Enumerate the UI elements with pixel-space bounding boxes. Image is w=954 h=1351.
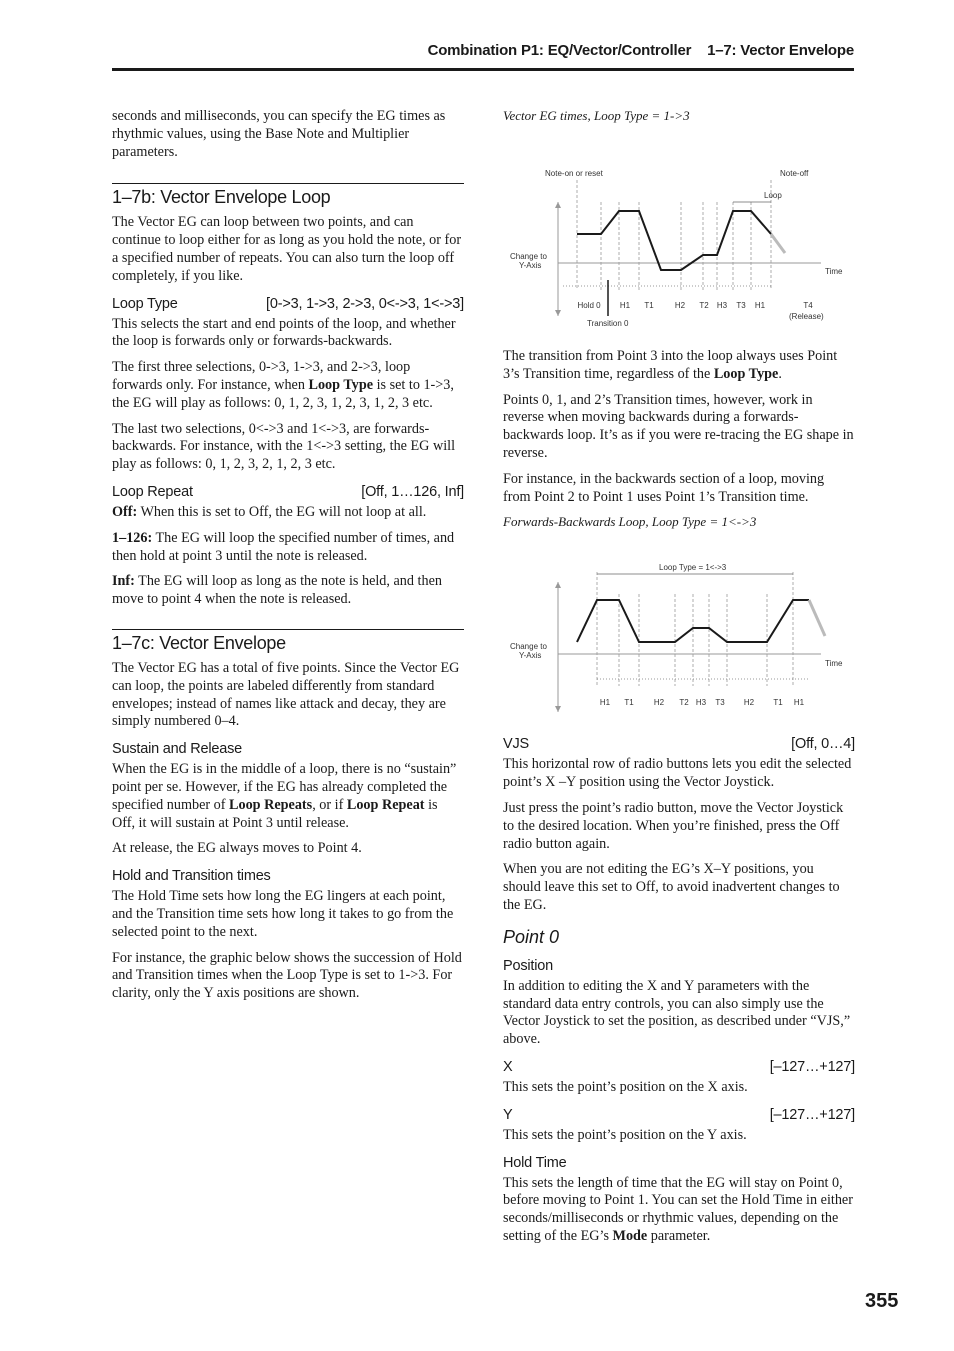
label-note-on: Note-on or reset [545,169,603,178]
time-label: Hold 0 [577,301,601,310]
label-change-to: Change to [510,642,547,652]
transition-p: The transition from Point 3 into the loop always uses Point 3’s Transition time, regardless of the Loop Type. [503,348,838,382]
param-range: [Off, 0…4] [791,736,855,753]
loop-intro: The Vector EG can loop between two points, and can continue to loop either for as long as you hold the note, or for a specified number of repeats. You can also turn the loop off completely, if you like. [112,214,462,284]
param-x [503,1059,855,1075]
figure-loop-fwd-bwd [503,536,855,722]
label-y-axis: Y-Axis [519,261,542,270]
time-label: H1 [793,698,805,708]
position-title: Position [503,957,553,974]
hold-transition-p1: The Hold Time sets how long the EG lingers at each point, and the Transition time sets how long it takes to go from the selected point to the next. [112,888,454,940]
release-fade [809,600,825,636]
envelope-line [577,211,771,270]
y-desc: This sets the point’s position on the Y axis. [503,1126,747,1143]
label-release: (Release) [789,312,824,321]
label-loop-type: Loop Type = 1<->3 [659,563,727,573]
param-loop-repeat [112,484,464,500]
param-range: [Off, 1…126, Inf] [361,483,464,500]
time-label: H1 [754,301,766,310]
hold-transition-title: Hold and Transition times [112,868,271,885]
eg-diagram-2 [503,536,855,722]
param-range: [–127…+127] [769,1106,855,1123]
time-label: T3 [736,301,746,310]
section-title-7b: 1–7b: Vector Envelope Loop [112,183,464,208]
param-name: Loop Type [112,295,178,312]
section-title-7c: 1–7c: Vector Envelope [112,629,464,654]
param-name: VJS [503,736,529,753]
reverse-p: Points 0, 1, and 2’s Transition times, however, work in reverse when moving backwards during a forwards-backwards loop. It’s as if you were re-tracing the EG shape in reverse. [503,391,854,461]
time-label: T3 [715,698,725,708]
param-y [503,1107,855,1123]
time-label: H2 [743,698,755,708]
header-title: Combination P1: EQ/Vector/Controller 1–7: Vector Envelope [427,42,854,59]
hold-time-title: Hold Time [503,1154,567,1171]
time-label: H3 [695,698,707,708]
time-label: T1 [624,698,634,708]
loop-repeat-126: 1–126: The EG will loop the specified number of times, and then hold at point 3 until the note is released. [112,529,455,564]
sustain-release-title: Sustain and Release [112,741,243,758]
param-vjs [503,736,855,752]
param-name: Y [503,1106,513,1123]
param-loop-type [112,296,464,312]
backwards-p: For instance, in the backwards section of a loop, moving from Point 2 to Point 1 uses Point 1’s Transition time. [503,470,825,505]
param-range: [0->3, 1->3, 2->3, 0<->3, 1<->3] [266,295,464,312]
left-column [112,108,464,1011]
sustain-release-p1: When the EG is in the middle of a loop, there is no “sustain” point per se. However, if the EG has already completed the specified number of Loop Repeats, or if Loop Repeat is Off, it will sustain at Point 3 until release. [112,761,457,831]
time-label: T1 [644,301,654,310]
label-time: Time [825,659,843,669]
vjs-p1: This horizontal row of radio buttons lets you edit the selected point’s X –Y position using the Vector Joystick. [503,756,852,791]
param-name: Loop Repeat [112,483,193,500]
loop-type-desc: This selects the start and end points of the loop, and whether the loop is forwards only or forwards-backwards. [112,315,456,350]
intro-paragraph: seconds and milliseconds, you can specify the EG times as rhythmic values, using the Base Note and Multiplier parameters. [112,108,446,160]
label-note-off: Note-off [780,169,809,178]
time-label: T2 [679,698,689,708]
time-label: H3 [716,301,728,310]
param-name: X [503,1058,513,1075]
sustain-release-p2: At release, the EG always moves to Point 4. [112,840,362,857]
label-y-axis: Y-Axis [519,651,542,661]
label-transition0: Transition 0 [587,319,629,328]
time-label: T1 [773,698,783,708]
label-change-to: Change to [510,252,547,261]
loop-type-fwd-bwd: The last two selections, 0<->3 and 1<->3, are forwards-backwards. For instance, with the 1<->3 setting, the EG will play as follows: 0, 1, 2, 3, 2, 1, 2, 3 etc. [112,420,456,473]
time-label: H1 [599,698,611,708]
figure2-caption: Forwards-Backwards Loop, Loop Type = 1<->3 [503,514,757,530]
time-labels [600,698,805,707]
loop-repeat-off: Off: When this is set to Off, the EG will not loop at all. [112,503,427,520]
vjs-p2: Just press the point’s radio button, move the Vector Joystick to the desired location. When you’re finished, press the Off radio button again. [503,799,844,852]
loop-repeat-inf: Inf: The EG will loop as long as the note is held, and then move to point 4 when the note is released. [112,573,442,608]
label-loop: Loop [764,191,782,200]
hold-time-p: This sets the length of time that the EG will stay on Point 0, before moving to Point 1. You can set the Hold Time in either seconds/milliseconds or rhythmic values, depending on the setting of the EG’s Mode parameter. [503,1174,853,1244]
release-fade [771,234,785,253]
time-label: T4 [803,301,813,310]
hold-transition-p2: For instance, the graphic below shows the succession of Hold and Transition times when the Loop Type is set to 1->3. For clarity, only the Y axis positions are shown. [112,949,462,1002]
right-column [503,108,855,1254]
vector-env-intro: The Vector EG has a total of five points. Since the Vector EG can loop, the points are labeled differently from standard envelopes; instead of names like attack and decay, they are simply numbered 0–4. [112,659,460,730]
vjs-p3: When you are not editing the EG’s X–Y positions, you should leave this set to Off, to avoid inadvertent changes to the EG. [503,861,840,913]
figure-loop-forward [503,130,855,334]
point0-title: Point 0 [503,926,560,947]
label-time: Time [825,267,843,276]
eg-diagram-1 [503,130,855,334]
page-header [112,40,854,71]
position-p: In addition to editing the X and Y parameters with the standard data entry controls, you can also simply use the Vector Joystick to set the position, as described under “VJS,” above. [503,977,851,1048]
time-labels [577,301,813,310]
time-label: T2 [699,301,709,310]
time-label: H1 [619,301,631,310]
param-range: [–127…+127] [769,1058,855,1075]
time-label: H2 [674,301,686,310]
x-desc: This sets the point’s position on the X axis. [503,1078,748,1095]
time-label: H2 [653,698,665,708]
loop-type-forward: The first three selections, 0->3, 1->3, and 2->3, loop forwards only. For instance, when Loop Type is set to 1->3, the EG will play as follows: 0, 1, 2, 3, 1, 2, 3, 1, 2, 3 etc. [112,359,454,411]
page-number: 355 [865,1290,899,1312]
figure1-caption: Vector EG times, Loop Type = 1->3 [503,108,690,123]
